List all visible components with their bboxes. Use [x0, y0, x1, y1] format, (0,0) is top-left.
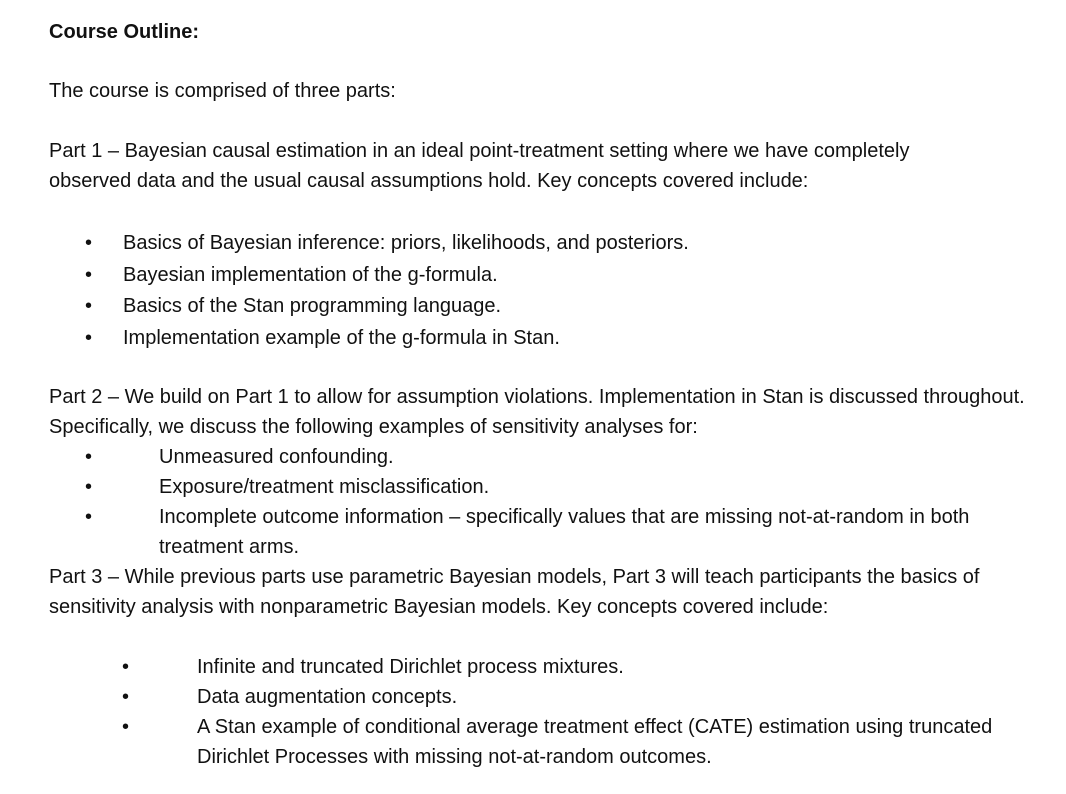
- list-item: • A Stan example of conditional average treatment effect (CATE) estimation using truncated Dirichlet Processes with missing not-at-random outcomes.: [49, 712, 1027, 772]
- bullet-icon: •: [122, 716, 130, 738]
- bullet-icon: •: [85, 476, 93, 498]
- bullet-icon: •: [85, 295, 93, 317]
- bullet-icon: •: [85, 506, 93, 528]
- part-3-list: [49, 652, 1039, 772]
- part-2-description: Part 2 – We build on Part 1 to allow for assumption violations. Implementation in Stan is discussed throughout. Specifically, we discuss the following examples of sensitivity analyses for:: [49, 386, 1025, 438]
- list-item: • Basics of the Stan programming language.: [49, 291, 689, 323]
- bullet-icon: •: [85, 263, 93, 286]
- list-item: • Unmeasured confounding.: [49, 442, 1039, 472]
- part-1-description: Part 1 – Bayesian causal estimation in an ideal point-treatment setting where we have completely observed data and the usual causal assumptions hold. Key concepts covered include:: [49, 140, 910, 192]
- part-1-list: [49, 228, 689, 354]
- intro-text: The course is comprised of three parts:: [49, 80, 396, 102]
- bullet-icon: •: [85, 326, 93, 349]
- list-item: • Infinite and truncated Dirichlet process mixtures.: [49, 652, 1039, 682]
- list-item: • Data augmentation concepts.: [49, 682, 1039, 712]
- bullet-icon: •: [85, 446, 93, 468]
- list-item: • Incomplete outcome information – specifically values that are missing not-at-random in both treatment arms.: [49, 502, 979, 562]
- list-item: • Implementation example of the g-formula in Stan.: [49, 323, 689, 355]
- part-2-list: [49, 442, 1039, 562]
- course-outline-heading: Course Outline:: [49, 21, 200, 43]
- bullet-icon: •: [122, 686, 130, 708]
- list-item: • Bayesian implementation of the g-formula.: [49, 260, 689, 292]
- part-3-description: Part 3 – While previous parts use parametric Bayesian models, Part 3 will teach participants the basics of sensitivity analysis with nonparametric Bayesian models. Key concepts covered include:: [49, 566, 980, 618]
- list-item: • Exposure/treatment misclassification.: [49, 472, 1039, 502]
- bullet-icon: •: [122, 656, 130, 678]
- bullet-icon: •: [85, 232, 93, 254]
- list-item: • Basics of Bayesian inference: priors, likelihoods, and posteriors.: [49, 228, 689, 260]
